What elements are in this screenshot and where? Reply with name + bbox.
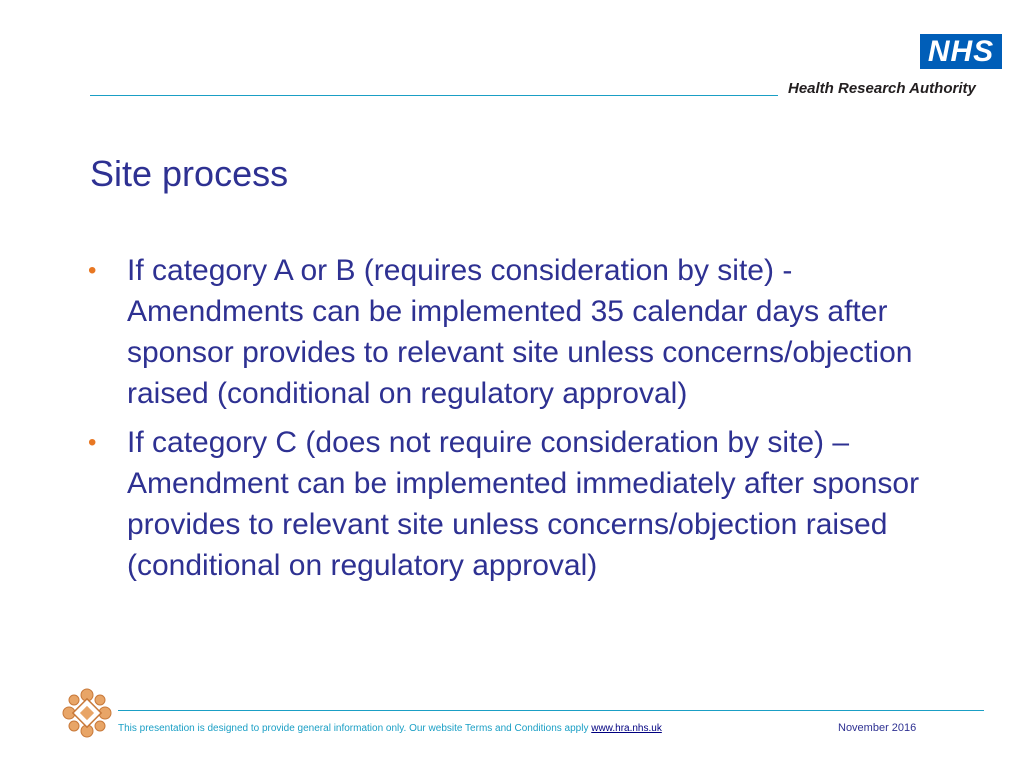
slide-title: Site process xyxy=(90,153,289,194)
bullet-list xyxy=(88,250,928,594)
bullet-item xyxy=(88,250,928,414)
bullet-dot-icon: • xyxy=(88,257,97,284)
header-rule xyxy=(90,95,778,96)
footer-rule xyxy=(118,710,984,711)
org-name: Health Research Authority xyxy=(788,80,976,97)
bullet-text: If category C (does not require consideration by site) – Amendment can be implemented immediately after sponsor provides to relevant site unless concerns/objection raised (conditional on regulatory approval) xyxy=(127,426,920,582)
bullet-dot-icon: • xyxy=(88,429,97,456)
nhs-logo: NHS xyxy=(920,34,1002,69)
website-link[interactable]: www.hra.nhs.uk xyxy=(591,723,662,734)
hra-ornament-icon xyxy=(60,686,114,740)
bullet-item xyxy=(88,422,928,586)
footer-date: November 2016 xyxy=(838,722,917,734)
disclaimer-text: This presentation is designed to provide general information only. Our website Terms and Conditions apply xyxy=(118,723,589,734)
footer-disclaimer xyxy=(118,723,662,734)
bullet-text: If category A or B (requires consideration by site) - Amendments can be implemented 35 calendar days after sponsor provides to relevant site unless concerns/objection raised (conditional on regulatory approval) xyxy=(127,254,913,410)
